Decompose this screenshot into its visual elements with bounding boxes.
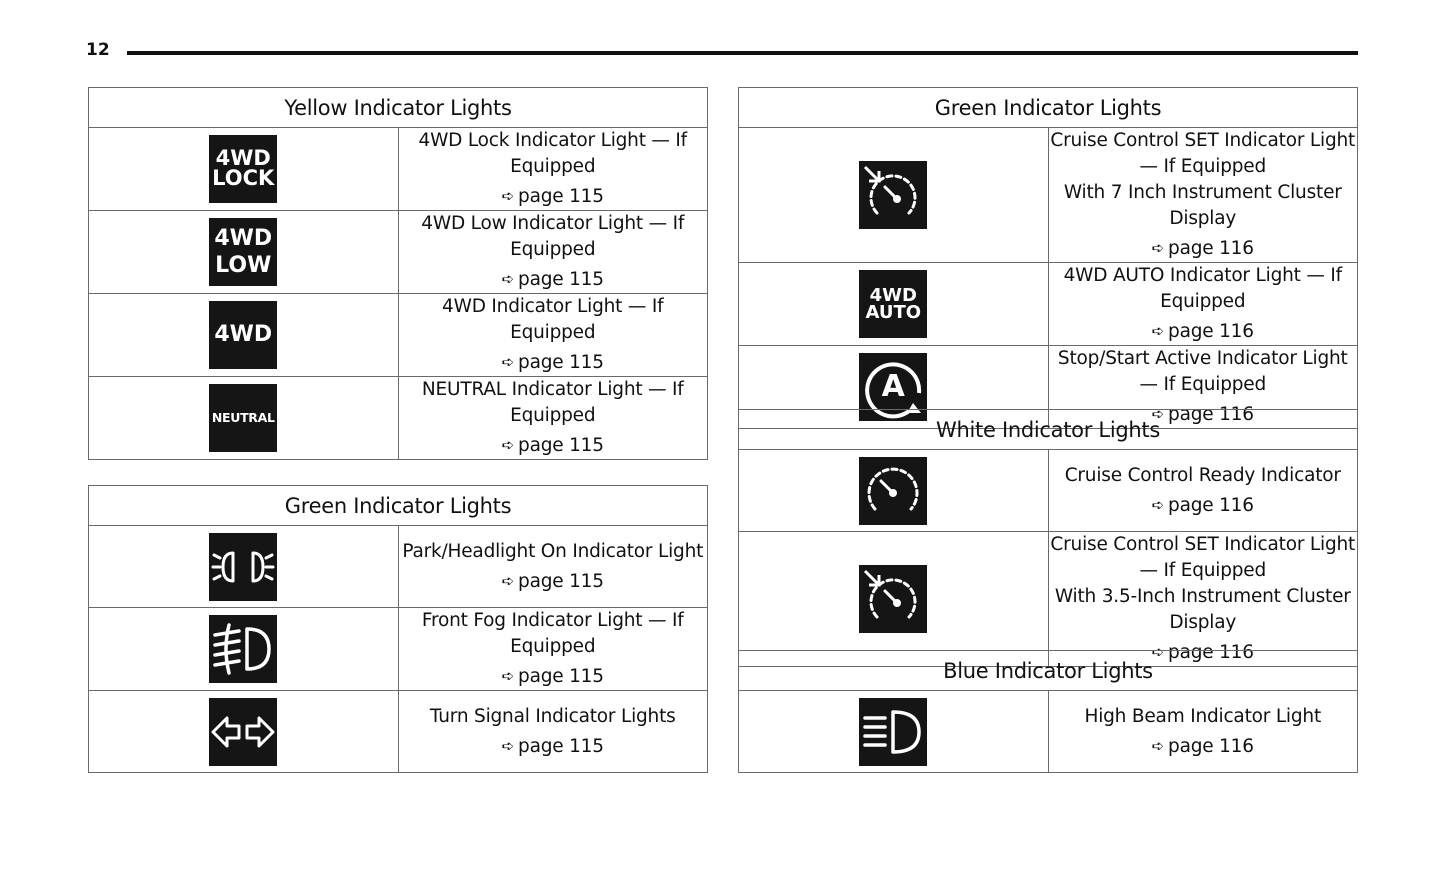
page-link[interactable]: ➪ page 116 <box>1151 642 1254 663</box>
4wd-auto-icon: 4WD AUTO <box>859 270 927 338</box>
arrow-icon: ➪ <box>501 736 515 755</box>
table-title: White Indicator Lights <box>739 410 1358 450</box>
cruise-set-icon <box>859 161 927 229</box>
arrow-icon: ➪ <box>1151 736 1165 755</box>
row-description: 4WD AUTO Indicator Light — If Equipped <box>1063 265 1342 312</box>
row-description: 4WD Indicator Light — If Equipped <box>442 296 664 343</box>
stop-start-icon: A <box>859 353 927 421</box>
table-row <box>89 211 708 294</box>
row-description: 4WD Low Indicator Light — If Equipped <box>421 213 685 260</box>
table-row <box>89 294 708 377</box>
arrow-icon: ➪ <box>1151 495 1165 514</box>
table-title: Green Indicator Lights <box>739 88 1358 128</box>
4wd-low-icon: 4WD LOW <box>209 218 277 286</box>
arrow-icon: ➪ <box>1151 405 1165 423</box>
front-fog-icon <box>209 615 277 683</box>
page-link[interactable]: ➪ page 116 <box>1151 404 1254 425</box>
row-description: Cruise Control SET Indicator Light — If Equipped <box>1050 130 1356 177</box>
table-title: Green Indicator Lights <box>89 486 708 526</box>
arrow-icon: ➪ <box>1151 643 1165 661</box>
page-link[interactable]: ➪ page 116 <box>1151 735 1254 757</box>
arrow-icon: ➪ <box>501 571 515 590</box>
row-description: NEUTRAL Indicator Light — If Equipped <box>421 379 684 426</box>
arrow-icon: ➪ <box>501 667 515 685</box>
page-link[interactable]: ➪ page 116 <box>1151 238 1254 259</box>
yellow-indicator-table <box>88 87 708 460</box>
green-indicator-table-left <box>88 485 708 773</box>
arrow-icon: ➪ <box>501 353 515 371</box>
header-rule <box>127 51 1358 55</box>
row-description: With 3.5-Inch Instrument Cluster Display <box>1054 586 1351 633</box>
page-number: 12 <box>86 40 110 60</box>
row-description: High Beam Indicator Light <box>1084 705 1321 727</box>
arrow-icon: ➪ <box>501 436 515 454</box>
cruise-ready-icon <box>859 457 927 525</box>
arrow-icon: ➪ <box>1151 322 1165 340</box>
4wd-lock-icon: 4WD LOCK <box>209 135 277 203</box>
table-row <box>739 128 1358 263</box>
row-description: Front Fog Indicator Light — If Equipped <box>421 610 684 657</box>
page-link[interactable]: ➪ page 115 <box>501 269 604 290</box>
arrow-icon: ➪ <box>501 187 515 205</box>
page-link[interactable]: ➪ page 116 <box>1151 494 1254 516</box>
page-link[interactable]: ➪ page 116 <box>1151 321 1254 342</box>
table-row <box>739 263 1358 346</box>
table-title: Blue Indicator Lights <box>739 651 1358 691</box>
table-row <box>89 691 708 773</box>
table-row <box>739 450 1358 532</box>
table-row <box>89 526 708 608</box>
cruise-set-icon <box>859 565 927 633</box>
table-row <box>739 532 1358 667</box>
neutral-icon: NEUTRAL <box>209 384 277 452</box>
row-description: Turn Signal Indicator Lights <box>429 705 676 727</box>
4wd-icon: 4WD <box>209 301 277 369</box>
table-row <box>89 608 708 691</box>
green-indicator-table-right <box>738 87 1358 429</box>
row-description: Stop/Start Active Indicator Light — If Equipped <box>1057 348 1348 395</box>
park-headlight-icon <box>209 533 277 601</box>
arrow-icon: ➪ <box>501 270 515 288</box>
high-beam-icon <box>859 698 927 766</box>
row-description: Cruise Control SET Indicator Light — If Equipped <box>1050 534 1356 581</box>
page-link[interactable]: ➪ page 115 <box>501 570 604 592</box>
page-link[interactable]: ➪ page 115 <box>501 352 604 373</box>
row-description: Cruise Control Ready Indicator <box>1064 464 1341 486</box>
page-link[interactable]: ➪ page 115 <box>501 735 604 757</box>
turn-signal-icon <box>209 698 277 766</box>
page-link[interactable]: ➪ page 115 <box>501 186 604 207</box>
table-row <box>89 377 708 460</box>
white-indicator-table <box>738 409 1358 667</box>
table-row <box>89 128 708 211</box>
table-row <box>739 691 1358 773</box>
row-description: 4WD Lock Indicator Light — If Equipped <box>418 130 687 177</box>
blue-indicator-table <box>738 650 1358 773</box>
arrow-icon: ➪ <box>1151 239 1165 257</box>
row-description: Park/Headlight On Indicator Light <box>402 540 704 562</box>
page-link[interactable]: ➪ page 115 <box>501 435 604 456</box>
row-description: With 7 Inch Instrument Cluster Display <box>1063 182 1342 229</box>
table-title: Yellow Indicator Lights <box>89 88 708 128</box>
page-link[interactable]: ➪ page 115 <box>501 666 604 687</box>
